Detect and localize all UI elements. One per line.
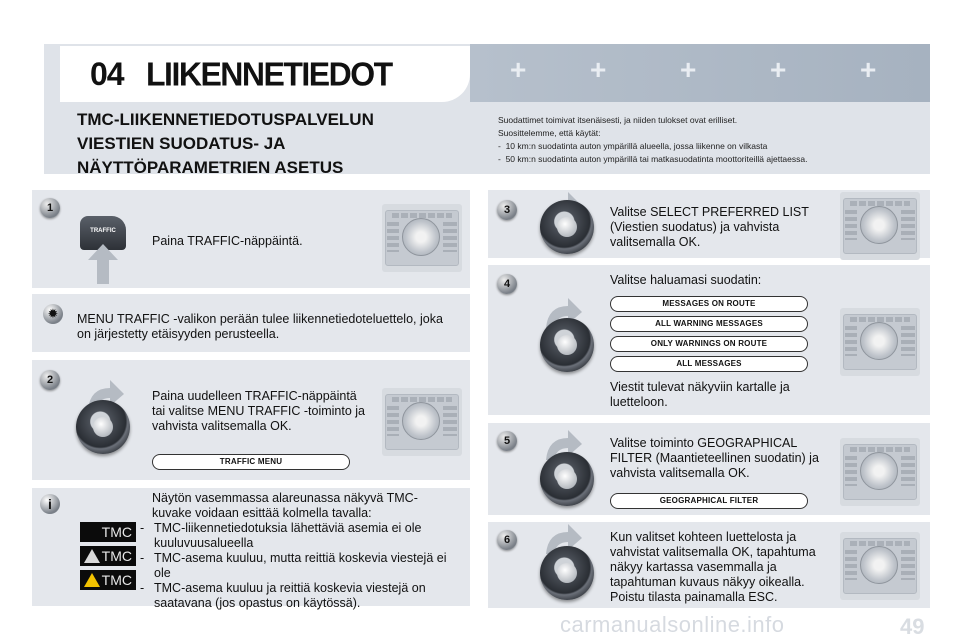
step-4-text: Valitse haluamasi suodatin: bbox=[610, 273, 762, 287]
step-4-result-text: Viestit tulevat näkyviin kartalle ja luetteloon. bbox=[610, 380, 790, 409]
header-map-graphic bbox=[470, 44, 930, 102]
step-2-text: Paina uudelleen TRAFFIC-näppäintä tai valitse MENU TRAFFIC -toiminto ja vahvista valitsemalla OK. bbox=[152, 389, 366, 433]
info-icon: i bbox=[40, 494, 60, 514]
tmc-icon-station-with-messages: TMC bbox=[80, 570, 136, 590]
control-dial-icon bbox=[540, 546, 594, 600]
plus-icon: + bbox=[770, 54, 787, 85]
info-item: - TMC-asema kuuluu ja reittiä koskevia viestejä on saatavana (jos opastus on käytössä). bbox=[138, 581, 458, 611]
info-item: - TMC-asema kuuluu, mutta reittiä koskevia viestejä ei ole bbox=[138, 551, 458, 581]
press-arrow-icon bbox=[88, 244, 118, 284]
geographical-filter-label: GEOGRAPHICAL FILTER bbox=[610, 493, 808, 509]
radio-unit-image bbox=[840, 308, 920, 376]
section-title-line: VIESTIEN SUODATUS- JA bbox=[77, 134, 286, 153]
step-number-badge: 3 bbox=[497, 200, 517, 220]
step-number-badge: 6 bbox=[497, 530, 517, 550]
control-dial-icon bbox=[76, 400, 130, 454]
plus-icon: + bbox=[860, 54, 877, 85]
filter-option-all-warning-messages: ALL WARNING MESSAGES bbox=[610, 316, 808, 332]
chapter-number: 04 bbox=[90, 56, 124, 92]
tip-light-icon: ✹ bbox=[43, 304, 63, 324]
watermark: carmanualsonline.info bbox=[560, 612, 785, 637]
tip-text: MENU TRAFFIC -valikon perään tulee liikennetiedoteluettelo, joka on järjestetty etäisyyden perusteella. bbox=[77, 312, 443, 341]
section-title-line: NÄYTTÖPARAMETRIEN ASETUS bbox=[77, 158, 344, 177]
step-3-text: Valitse SELECT PREFERRED LIST (Viestien suodatus) ja vahvista valitsemalla OK. bbox=[610, 205, 809, 249]
traffic-menu-label: TRAFFIC MENU bbox=[152, 454, 350, 470]
info-list bbox=[138, 521, 458, 611]
step-number-badge: 5 bbox=[497, 431, 517, 451]
tmc-icon-station-no-messages: TMC bbox=[80, 546, 136, 566]
plus-icon: + bbox=[590, 54, 607, 85]
filter-option-messages-on-route: MESSAGES ON ROUTE bbox=[610, 296, 808, 312]
radio-unit-image bbox=[382, 204, 462, 272]
step-1-text: Paina TRAFFIC-näppäintä. bbox=[152, 234, 303, 248]
filter-note bbox=[498, 114, 918, 166]
filter-note-item: - 50 km:n suodatinta auton ympärillä tai matkasuodatinta moottoriteillä ajettaessa. bbox=[498, 154, 808, 164]
plus-icon: + bbox=[680, 54, 697, 85]
section-title bbox=[77, 108, 457, 180]
page-number: 49 bbox=[900, 614, 925, 639]
control-dial-icon bbox=[540, 452, 594, 506]
step-5-text: Valitse toiminto GEOGRAPHICAL FILTER (Maantieteellinen suodatin) ja vahvista valitsemalla OK. bbox=[610, 436, 819, 480]
section-title-line: TMC-LIIKENNETIEDOTUSPALVELUN bbox=[77, 110, 374, 129]
radio-unit-image bbox=[840, 532, 920, 600]
filter-note-line: Suosittelemme, että käytät: bbox=[498, 128, 601, 138]
filter-note-item: - 10 km:n suodatinta auton ympärillä alueella, jossa liikenne on vilkasta bbox=[498, 141, 768, 151]
warning-triangle-icon bbox=[84, 573, 100, 587]
page-title: LIIKENNETIEDOT bbox=[146, 55, 392, 93]
traffic-button: TRAFFIC bbox=[80, 216, 126, 250]
filter-option-only-warnings-on-route: ONLY WARNINGS ON ROUTE bbox=[610, 336, 808, 352]
info-intro: Näytön vasemmassa alareunassa näkyvä TMC-kuvake voidaan esittää kolmella tavalla: bbox=[152, 491, 418, 520]
step-number-badge: 2 bbox=[40, 370, 60, 390]
step-6-text: Kun valitset kohteen luettelosta ja vahvistat valitsemalla OK, tapahtuma näkyy kartassa vasemmalla ja tapahtuman kuvaus näkyy oikealla. Poistu tilasta painamalla ESC. bbox=[610, 530, 816, 604]
filter-option-all-messages: ALL MESSAGES bbox=[610, 356, 808, 372]
radio-unit-image bbox=[382, 388, 462, 456]
tmc-icon-no-station: TMC bbox=[80, 522, 136, 542]
step-number-badge: 4 bbox=[497, 274, 517, 294]
filter-note-line: Suodattimet toimivat itsenäisesti, ja niiden tulokset ovat erilliset. bbox=[498, 115, 738, 125]
step-number-badge: 1 bbox=[40, 198, 60, 218]
control-dial-icon bbox=[540, 200, 594, 254]
control-dial-icon bbox=[540, 318, 594, 372]
info-item: - TMC-liikennetiedotuksia lähettäviä asemia ei ole kuuluvuusalueella bbox=[138, 521, 458, 551]
radio-unit-image bbox=[840, 192, 920, 260]
warning-triangle-icon bbox=[84, 549, 100, 563]
radio-unit-image bbox=[840, 438, 920, 506]
plus-icon: + bbox=[510, 54, 527, 85]
